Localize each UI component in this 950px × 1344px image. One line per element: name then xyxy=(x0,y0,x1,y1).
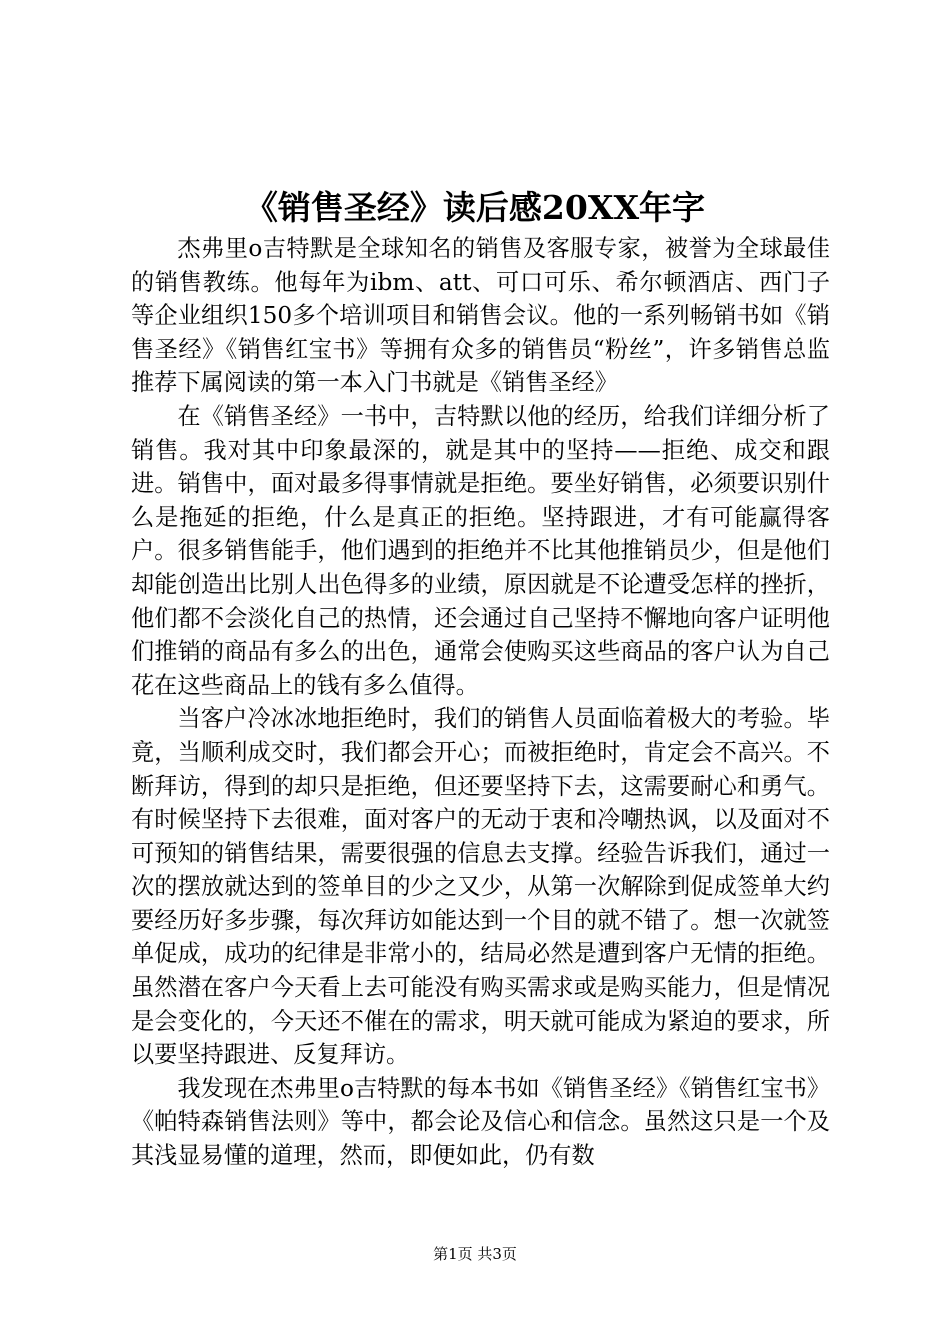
document-title: 《销售圣经》读后感20XX年字 xyxy=(244,188,706,227)
paragraph: 当客户冷冰冰地拒绝时，我们的销售人员面临着极大的考验。毕竟，当顺利成交时，我们都会开心；而被拒绝时，肯定会不高兴。不断拜访，得到的却只是拒绝，但还要坚持下去，这需要耐心和勇气。有时候坚持下去很难，面对客户的无动于衷和冷嘲热讽，以及面对不可预知的销售结果，需要很强的信息去支撑。经验告诉我们，通过一次的摆放就达到的签单目的少之又少，从第一次解除到促成签单大约要经历好多步骤，每次拜访如能达到一个目的就不错了。想一次就签单促成，成功的纪律是非常小的，结局必然是遭到客户无情的拒绝。虽然潜在客户今天看上去可能没有购买需求或是购买能力，但是情况是会变化的，今天还不催在的需求，明天就可能成为紧迫的要求，所以要坚持跟进、反复拜访。 xyxy=(131,705,830,1069)
paragraph: 我发现在杰弗里o吉特默的每本书如《销售圣经》《销售红宝书》《帕特森销售法则》等中，都会论及信心和信念。虽然这只是一个及其浅显易懂的道理，然而，即便如此，仍有数 xyxy=(131,1074,830,1170)
paragraph: 在《销售圣经》一书中，吉特默以他的经历，给我们详细分析了销售。我对其中印象最深的，就是其中的坚持——拒绝、成交和跟进。销售中，面对最多得事情就是拒绝。要坐好销售，必须要识别什么是拖延的拒绝，什么是真正的拒绝。坚持跟进，才有可能赢得客户。很多销售能手，他们遇到的拒绝并不比其他推销员少，但是他们却能创造出比别人出色得多的业绩，原因就是不论遭受怎样的挫折，他们都不会淡化自己的热情，还会通过自己坚持不懈地向客户证明他们推销的商品有多么的出色，通常会使购买这些商品的客户认为自己花在这些商品上的钱有多么值得。 xyxy=(131,402,830,699)
document-body xyxy=(131,232,830,1173)
paragraph: 杰弗里o吉特默是全球知名的销售及客服专家，被誉为全球最佳的销售教练。他每年为ibm、att、可口可乐、希尔顿酒店、西门子等企业组织150多个培训项目和销售会议。他的一系列畅销书如《销售圣经》《销售红宝书》等拥有众多的销售员“粉丝”，许多销售总监推荐下属阅读的第一本入门书就是《销售圣经》 xyxy=(131,235,830,397)
page-footer: 第1页 共3页 xyxy=(433,1245,517,1263)
